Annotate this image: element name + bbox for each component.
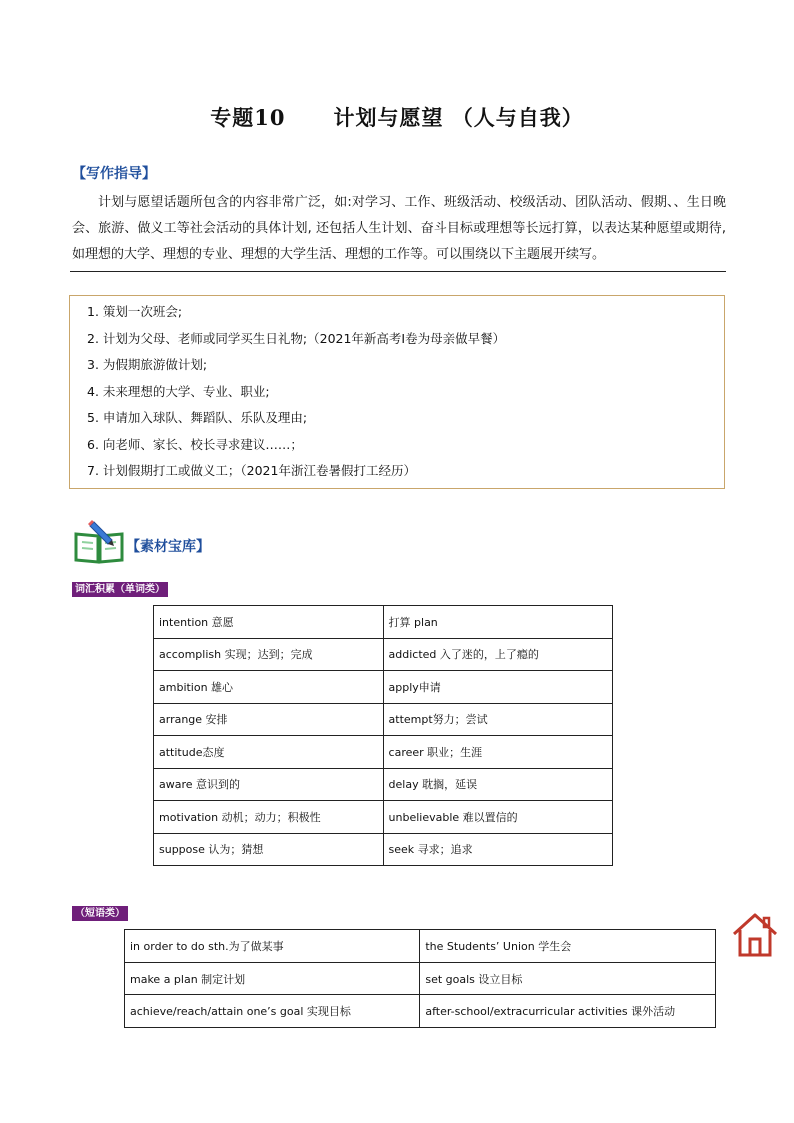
table-cell: motivation 动机；动力；积极性 bbox=[154, 801, 384, 834]
topic-item: 3. 为假期旅游做计划; bbox=[87, 357, 208, 372]
material-heading: 【素材宝库】 bbox=[126, 539, 210, 555]
table-cell: after-school/extracurricular activities 课外活动 bbox=[420, 995, 716, 1028]
table-cell: attitude态度 bbox=[154, 736, 384, 769]
table-row bbox=[125, 930, 716, 963]
book-pencil-icon bbox=[72, 518, 126, 564]
table-row bbox=[154, 703, 613, 736]
phrases-table bbox=[124, 929, 716, 1028]
topic-item: 4. 未来理想的大学、专业、职业; bbox=[87, 383, 270, 399]
title-main: 计划与愿望 （人与自我） bbox=[333, 105, 584, 130]
table-row bbox=[154, 671, 613, 704]
table-cell: seek 寻求；追求 bbox=[383, 833, 612, 866]
table-row bbox=[154, 801, 613, 834]
title-topic: 专题10 bbox=[210, 105, 286, 130]
table-cell: delay 耽搁，延误 bbox=[383, 768, 612, 801]
table-cell: suppose 认为；猜想 bbox=[154, 833, 384, 866]
vocabulary-tag: 词汇积累（单词类） bbox=[72, 582, 168, 597]
vocabulary-table bbox=[153, 605, 613, 866]
table-cell: aware 意识到的 bbox=[154, 768, 384, 801]
table-cell: in order to do sth.为了做某事 bbox=[125, 930, 420, 963]
topic-list bbox=[69, 295, 725, 489]
topic-item: 5. 申请加入球队、舞蹈队、乐队及理由; bbox=[87, 410, 308, 425]
table-cell: unbelievable 难以置信的 bbox=[383, 801, 612, 834]
table-cell: intention 意愿 bbox=[154, 606, 384, 639]
table-row bbox=[154, 833, 613, 866]
table-cell: ambition 雄心 bbox=[154, 671, 384, 704]
table-cell: apply申请 bbox=[383, 671, 612, 704]
table-cell: the Students’ Union 学生会 bbox=[420, 930, 716, 963]
page-title bbox=[0, 102, 794, 132]
table-row bbox=[154, 768, 613, 801]
table-cell: arrange 安排 bbox=[154, 703, 384, 736]
home-icon[interactable] bbox=[731, 912, 779, 958]
topic-item: 1. 策划一次班会; bbox=[87, 304, 183, 319]
divider bbox=[70, 271, 726, 272]
table-cell: 打算 plan bbox=[383, 606, 612, 639]
table-cell: achieve/reach/attain one’s goal 实现目标 bbox=[125, 995, 420, 1028]
table-row bbox=[125, 995, 716, 1028]
table-cell: addicted 入了迷的，上了瘾的 bbox=[383, 638, 612, 671]
writing-guide-text: 计划与愿望话题所包含的内容非常广泛，如:对学习、工作、班级活动、校级活动、团队活动、假期、、生日晚会、旅游、做义工等社会活动的具体计划, 还包括人生计划、奋斗目标或理想等长远打算，以表达某种愿望或期待, 如理想的大学、理想的专业、理想的大学生活、理想的工作等。可以围绕以下主题展开续写。 bbox=[72, 195, 726, 262]
table-cell: attempt努力；尝试 bbox=[383, 703, 612, 736]
topic-item: 2. 计划为父母、老师或同学买生日礼物;（2021年新高考I卷为母亲做早餐） bbox=[87, 330, 506, 346]
table-cell: make a plan 制定计划 bbox=[125, 962, 420, 995]
writing-guide-heading: 【写作指导】 bbox=[72, 166, 156, 182]
table-cell: set goals 设立目标 bbox=[420, 962, 716, 995]
topic-item: 6. 向老师、家长、校长寻求建议……； bbox=[87, 436, 303, 452]
table-row bbox=[154, 638, 613, 671]
table-row bbox=[125, 962, 716, 995]
table-row bbox=[154, 736, 613, 769]
phrases-tag: （短语类） bbox=[72, 906, 128, 921]
table-cell: career 职业；生涯 bbox=[383, 736, 612, 769]
topic-item: 7. 计划假期打工或做义工；（2021年浙江卷暑假打工经历） bbox=[87, 463, 416, 478]
table-row bbox=[154, 606, 613, 639]
table-cell: accomplish 实现；达到；完成 bbox=[154, 638, 384, 671]
